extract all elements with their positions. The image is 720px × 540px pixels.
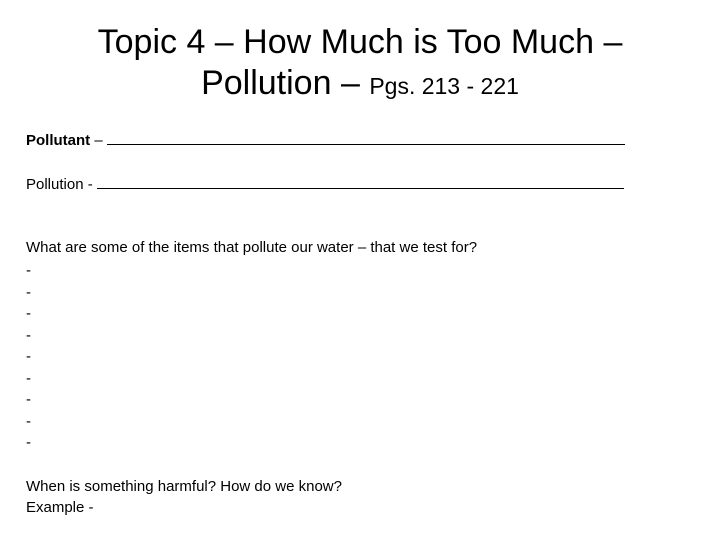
title-line-2 — [0, 63, 720, 107]
title-topic: Pollution – — [201, 64, 370, 102]
question-harmful: When is something harmful? How do we know? — [26, 478, 342, 495]
list-item: - — [26, 412, 31, 430]
definition-term: Pollution — [26, 176, 84, 193]
fill-in-blank[interactable] — [107, 143, 625, 145]
list-item: - — [26, 283, 31, 301]
list-item: - — [26, 305, 31, 322]
title-line-1: Topic 4 – How Much is Too Much – — [97, 23, 623, 61]
question-pollutants: What are some of the items that pollute our water – that we test for? — [26, 239, 478, 256]
list-item: - — [26, 434, 31, 451]
fill-in-blank[interactable] — [97, 187, 624, 189]
example-label: Example - — [26, 499, 94, 516]
definition-term: Pollutant — [26, 132, 91, 149]
list-item: - — [26, 369, 31, 387]
definition-pollutant — [26, 131, 625, 150]
definition-separator: - — [83, 176, 97, 193]
page-title — [0, 22, 720, 107]
definition-separator: – — [90, 132, 107, 149]
list-item: - — [26, 326, 31, 344]
title-pages: Pgs. 213 - 221 — [369, 73, 519, 99]
list-item: - — [26, 391, 31, 408]
definition-pollution — [26, 175, 624, 194]
answer-list — [26, 260, 31, 454]
list-item: - — [26, 262, 31, 279]
list-item: - — [26, 348, 31, 365]
